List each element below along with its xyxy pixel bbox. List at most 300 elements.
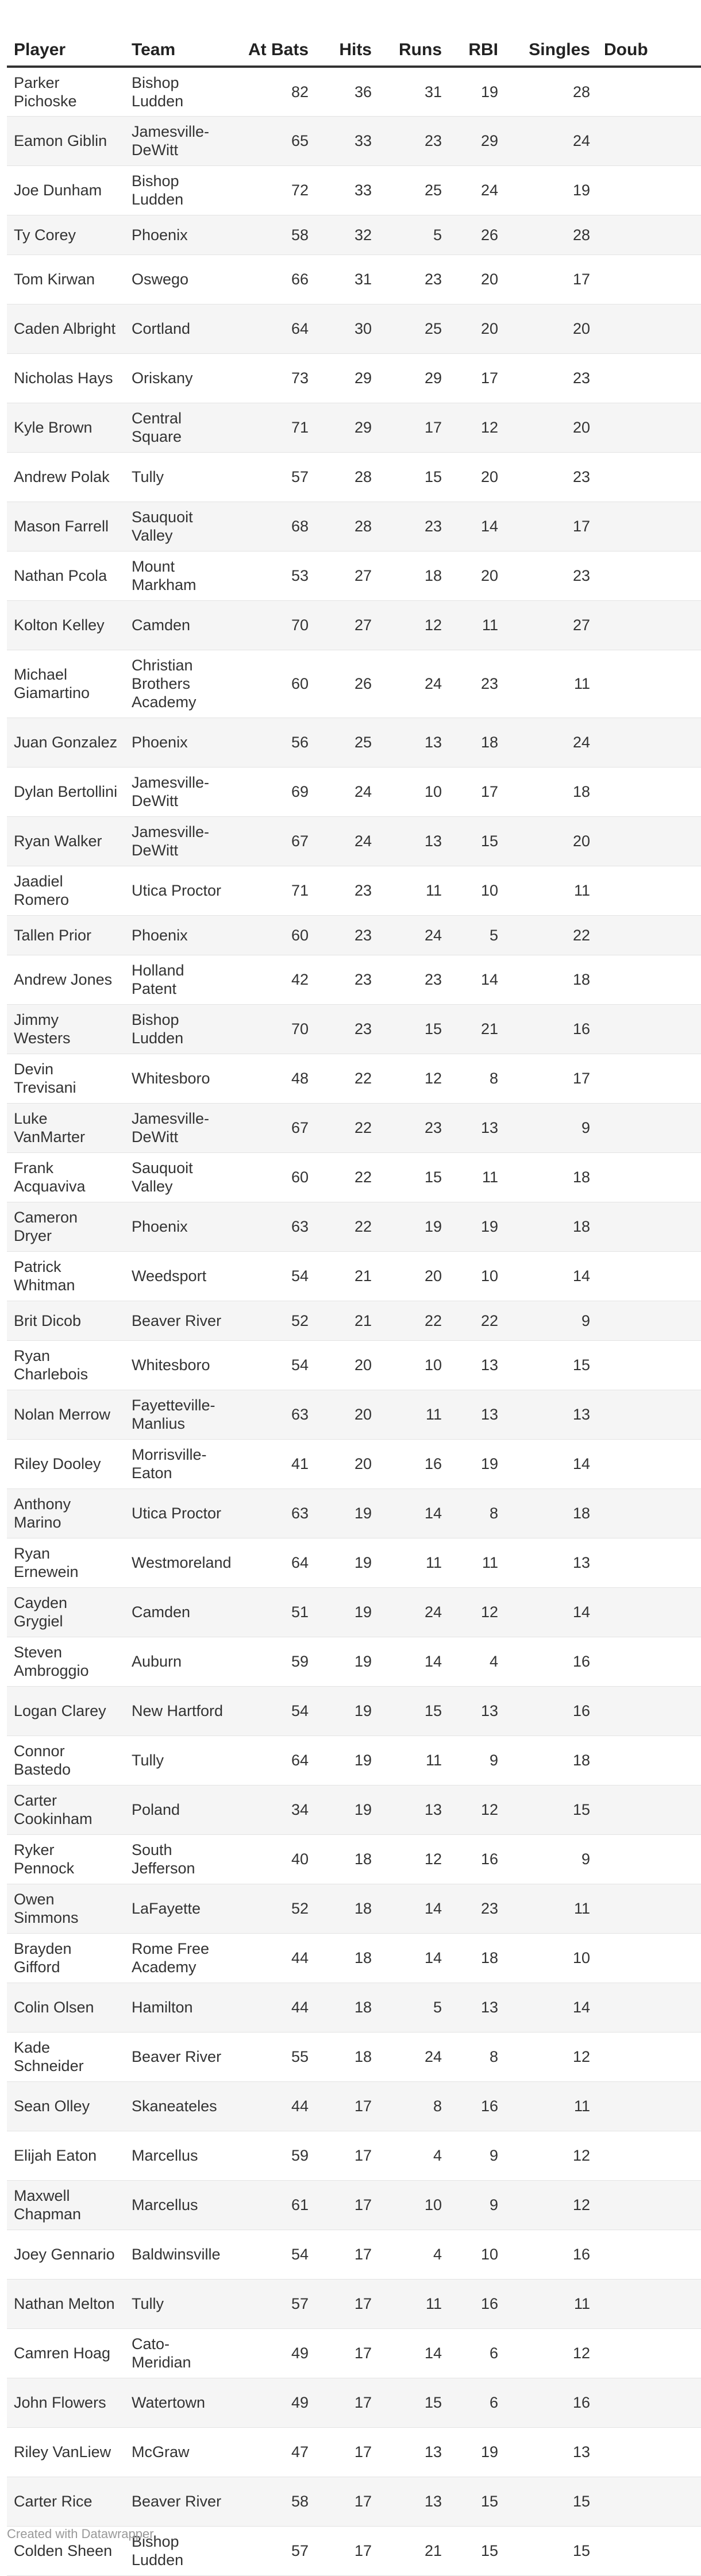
cell-singles: 17 bbox=[505, 254, 597, 304]
cell-hits: 33 bbox=[315, 165, 379, 215]
cell-hits: 19 bbox=[315, 1488, 379, 1538]
cell-at-bats: 61 bbox=[235, 2180, 315, 2230]
cell-player: Kade Schneider bbox=[7, 2032, 125, 2081]
cell-player: Ty Corey bbox=[7, 215, 125, 254]
cell-rbi: 5 bbox=[449, 915, 505, 955]
cell-runs: 31 bbox=[379, 67, 449, 116]
table-row bbox=[7, 502, 701, 551]
cell-doubles bbox=[597, 2427, 701, 2477]
cell-at-bats: 68 bbox=[235, 502, 315, 551]
cell-at-bats: 48 bbox=[235, 1054, 315, 1103]
cell-team: LaFayette bbox=[125, 1884, 235, 1933]
cell-at-bats: 63 bbox=[235, 1390, 315, 1439]
cell-singles: 15 bbox=[505, 1340, 597, 1390]
cell-team: Jamesville-DeWitt bbox=[125, 767, 235, 816]
table-row bbox=[7, 1004, 701, 1054]
cell-team: Skaneateles bbox=[125, 2081, 235, 2131]
cell-hits: 17 bbox=[315, 2427, 379, 2477]
cell-rbi: 10 bbox=[449, 866, 505, 915]
cell-doubles bbox=[597, 866, 701, 915]
cell-doubles bbox=[597, 2081, 701, 2131]
table-row bbox=[7, 915, 701, 955]
cell-player: Jaadiel Romero bbox=[7, 866, 125, 915]
table-row bbox=[7, 2279, 701, 2328]
cell-doubles bbox=[597, 1054, 701, 1103]
cell-player: Kolton Kelley bbox=[7, 600, 125, 650]
cell-singles: 22 bbox=[505, 915, 597, 955]
cell-hits: 17 bbox=[315, 2378, 379, 2427]
cell-runs: 5 bbox=[379, 1983, 449, 2032]
cell-hits: 33 bbox=[315, 116, 379, 165]
cell-team: Phoenix bbox=[125, 718, 235, 767]
cell-runs: 15 bbox=[379, 1686, 449, 1736]
cell-at-bats: 70 bbox=[235, 600, 315, 650]
cell-rbi: 20 bbox=[449, 304, 505, 353]
cell-singles: 16 bbox=[505, 1004, 597, 1054]
cell-rbi: 13 bbox=[449, 1686, 505, 1736]
cell-player: Tallen Prior bbox=[7, 915, 125, 955]
cell-runs: 12 bbox=[379, 600, 449, 650]
cell-runs: 14 bbox=[379, 1488, 449, 1538]
cell-singles: 16 bbox=[505, 2230, 597, 2279]
cell-hits: 29 bbox=[315, 353, 379, 403]
table-row bbox=[7, 650, 701, 718]
cell-doubles bbox=[597, 1004, 701, 1054]
cell-at-bats: 65 bbox=[235, 116, 315, 165]
cell-rbi: 13 bbox=[449, 1340, 505, 1390]
cell-player: Brit Dicob bbox=[7, 1301, 125, 1340]
table-row bbox=[7, 165, 701, 215]
cell-doubles bbox=[597, 2131, 701, 2180]
cell-hits: 31 bbox=[315, 254, 379, 304]
cell-doubles bbox=[597, 1202, 701, 1251]
cell-hits: 17 bbox=[315, 2279, 379, 2328]
cell-runs: 25 bbox=[379, 165, 449, 215]
cell-runs: 15 bbox=[379, 1004, 449, 1054]
cell-rbi: 14 bbox=[449, 502, 505, 551]
cell-doubles bbox=[597, 1587, 701, 1637]
cell-rbi: 9 bbox=[449, 1736, 505, 1785]
cell-player: Logan Clarey bbox=[7, 1686, 125, 1736]
cell-rbi: 29 bbox=[449, 116, 505, 165]
cell-team: Central Square bbox=[125, 403, 235, 452]
cell-at-bats: 53 bbox=[235, 551, 315, 600]
cell-doubles bbox=[597, 1340, 701, 1390]
column-header-rbi[interactable]: RBI bbox=[449, 24, 505, 67]
cell-doubles bbox=[597, 165, 701, 215]
cell-at-bats: 60 bbox=[235, 915, 315, 955]
cell-singles: 27 bbox=[505, 600, 597, 650]
cell-hits: 30 bbox=[315, 304, 379, 353]
cell-team: Phoenix bbox=[125, 1202, 235, 1251]
cell-runs: 10 bbox=[379, 2180, 449, 2230]
table-row bbox=[7, 1686, 701, 1736]
cell-runs: 23 bbox=[379, 1103, 449, 1152]
cell-team: Oriskany bbox=[125, 353, 235, 403]
cell-team: Beaver River bbox=[125, 2032, 235, 2081]
cell-doubles bbox=[597, 1439, 701, 1488]
cell-singles: 24 bbox=[505, 116, 597, 165]
cell-runs: 23 bbox=[379, 955, 449, 1004]
cell-singles: 16 bbox=[505, 2378, 597, 2427]
cell-singles: 28 bbox=[505, 67, 597, 116]
cell-singles: 17 bbox=[505, 1054, 597, 1103]
cell-rbi: 13 bbox=[449, 1390, 505, 1439]
cell-at-bats: 54 bbox=[235, 2230, 315, 2279]
cell-runs: 11 bbox=[379, 866, 449, 915]
cell-doubles bbox=[597, 955, 701, 1004]
cell-hits: 19 bbox=[315, 1637, 379, 1686]
cell-at-bats: 64 bbox=[235, 1736, 315, 1785]
cell-team: Westmoreland bbox=[125, 1538, 235, 1587]
cell-team: Baldwinsville bbox=[125, 2230, 235, 2279]
cell-runs: 13 bbox=[379, 2427, 449, 2477]
cell-runs: 23 bbox=[379, 116, 449, 165]
cell-doubles bbox=[597, 1736, 701, 1785]
cell-doubles bbox=[597, 215, 701, 254]
cell-rbi: 10 bbox=[449, 2230, 505, 2279]
cell-player: Owen Simmons bbox=[7, 1884, 125, 1933]
cell-at-bats: 63 bbox=[235, 1488, 315, 1538]
cell-team: Marcellus bbox=[125, 2180, 235, 2230]
cell-singles: 18 bbox=[505, 1152, 597, 1202]
cell-doubles bbox=[597, 1785, 701, 1834]
cell-team: Sauquoit Valley bbox=[125, 1152, 235, 1202]
cell-rbi: 9 bbox=[449, 2180, 505, 2230]
cell-rbi: 11 bbox=[449, 600, 505, 650]
column-header-doubles[interactable]: Doub bbox=[597, 24, 701, 67]
cell-rbi: 17 bbox=[449, 767, 505, 816]
cell-rbi: 16 bbox=[449, 1834, 505, 1884]
cell-player: Ryan Charlebois bbox=[7, 1340, 125, 1390]
cell-runs: 24 bbox=[379, 915, 449, 955]
cell-rbi: 12 bbox=[449, 403, 505, 452]
cell-rbi: 11 bbox=[449, 1152, 505, 1202]
cell-runs: 10 bbox=[379, 1340, 449, 1390]
cell-hits: 25 bbox=[315, 718, 379, 767]
cell-hits: 28 bbox=[315, 452, 379, 502]
cell-at-bats: 69 bbox=[235, 767, 315, 816]
cell-at-bats: 42 bbox=[235, 955, 315, 1004]
cell-player: Maxwell Chapman bbox=[7, 2180, 125, 2230]
cell-team: Holland Patent bbox=[125, 955, 235, 1004]
cell-doubles bbox=[597, 2230, 701, 2279]
cell-at-bats: 41 bbox=[235, 1439, 315, 1488]
table-row bbox=[7, 866, 701, 915]
cell-doubles bbox=[597, 1103, 701, 1152]
cell-runs: 25 bbox=[379, 304, 449, 353]
cell-team: Utica Proctor bbox=[125, 866, 235, 915]
column-header-team[interactable]: Team bbox=[125, 24, 235, 67]
cell-at-bats: 49 bbox=[235, 2328, 315, 2378]
cell-rbi: 19 bbox=[449, 2427, 505, 2477]
cell-player: Steven Ambroggio bbox=[7, 1637, 125, 1686]
cell-doubles bbox=[597, 403, 701, 452]
cell-team: Beaver River bbox=[125, 2477, 235, 2526]
cell-team: Jamesville-DeWitt bbox=[125, 816, 235, 866]
cell-doubles bbox=[597, 2378, 701, 2427]
table-row bbox=[7, 1736, 701, 1785]
cell-rbi: 23 bbox=[449, 650, 505, 718]
cell-at-bats: 58 bbox=[235, 215, 315, 254]
cell-runs: 4 bbox=[379, 2131, 449, 2180]
cell-hits: 22 bbox=[315, 1152, 379, 1202]
cell-singles: 15 bbox=[505, 1785, 597, 1834]
cell-team: Bishop Ludden bbox=[125, 2526, 235, 2575]
cell-rbi: 19 bbox=[449, 1439, 505, 1488]
cell-team: Beaver River bbox=[125, 1301, 235, 1340]
cell-runs: 14 bbox=[379, 1637, 449, 1686]
table-row bbox=[7, 1983, 701, 2032]
cell-runs: 20 bbox=[379, 1251, 449, 1301]
table-row bbox=[7, 2477, 701, 2526]
cell-hits: 29 bbox=[315, 403, 379, 452]
cell-rbi: 23 bbox=[449, 1884, 505, 1933]
cell-doubles bbox=[597, 67, 701, 116]
cell-hits: 19 bbox=[315, 1587, 379, 1637]
cell-rbi: 15 bbox=[449, 816, 505, 866]
cell-singles: 14 bbox=[505, 1587, 597, 1637]
cell-at-bats: 49 bbox=[235, 2378, 315, 2427]
cell-singles: 24 bbox=[505, 718, 597, 767]
cell-hits: 23 bbox=[315, 1004, 379, 1054]
datawrapper-credit[interactable]: Created with Datawrapper bbox=[7, 2527, 154, 2541]
cell-rbi: 24 bbox=[449, 165, 505, 215]
cell-team: Camden bbox=[125, 1587, 235, 1637]
cell-singles: 18 bbox=[505, 1202, 597, 1251]
cell-player: John Flowers bbox=[7, 2378, 125, 2427]
cell-runs: 12 bbox=[379, 1834, 449, 1884]
table-row bbox=[7, 2427, 701, 2477]
cell-player: Nathan Pcola bbox=[7, 551, 125, 600]
table-row bbox=[7, 955, 701, 1004]
cell-player: Jimmy Westers bbox=[7, 1004, 125, 1054]
table-row bbox=[7, 1834, 701, 1884]
cell-rbi: 18 bbox=[449, 718, 505, 767]
cell-team: Tully bbox=[125, 1736, 235, 1785]
cell-at-bats: 63 bbox=[235, 1202, 315, 1251]
cell-hits: 17 bbox=[315, 2477, 379, 2526]
column-header-singles[interactable]: Singles bbox=[505, 24, 597, 67]
cell-singles: 16 bbox=[505, 1637, 597, 1686]
cell-singles: 13 bbox=[505, 1538, 597, 1587]
cell-runs: 22 bbox=[379, 1301, 449, 1340]
cell-singles: 12 bbox=[505, 2032, 597, 2081]
cell-at-bats: 59 bbox=[235, 1637, 315, 1686]
table-row bbox=[7, 1301, 701, 1340]
table-row bbox=[7, 2032, 701, 2081]
cell-singles: 19 bbox=[505, 165, 597, 215]
cell-hits: 18 bbox=[315, 1933, 379, 1983]
cell-at-bats: 70 bbox=[235, 1004, 315, 1054]
cell-team: Auburn bbox=[125, 1637, 235, 1686]
cell-player: Carter Cookinham bbox=[7, 1785, 125, 1834]
cell-doubles bbox=[597, 1301, 701, 1340]
cell-player: Devin Trevisani bbox=[7, 1054, 125, 1103]
cell-rbi: 20 bbox=[449, 551, 505, 600]
column-header-at-bats[interactable]: At Bats bbox=[235, 24, 315, 67]
cell-doubles bbox=[597, 816, 701, 866]
cell-doubles bbox=[597, 353, 701, 403]
table-row bbox=[7, 353, 701, 403]
cell-at-bats: 57 bbox=[235, 2526, 315, 2575]
table-row bbox=[7, 254, 701, 304]
cell-runs: 24 bbox=[379, 1587, 449, 1637]
cell-at-bats: 40 bbox=[235, 1834, 315, 1884]
table-row bbox=[7, 2230, 701, 2279]
cell-player: Anthony Marino bbox=[7, 1488, 125, 1538]
cell-team: Fayetteville-Manlius bbox=[125, 1390, 235, 1439]
table-row bbox=[7, 2131, 701, 2180]
cell-player: Camren Hoag bbox=[7, 2328, 125, 2378]
table-row bbox=[7, 1785, 701, 1834]
cell-hits: 17 bbox=[315, 2526, 379, 2575]
cell-team: Bishop Ludden bbox=[125, 165, 235, 215]
cell-singles: 20 bbox=[505, 816, 597, 866]
cell-hits: 22 bbox=[315, 1202, 379, 1251]
cell-player: Riley VanLiew bbox=[7, 2427, 125, 2477]
cell-player: Mason Farrell bbox=[7, 502, 125, 551]
cell-at-bats: 60 bbox=[235, 650, 315, 718]
cell-team: Whitesboro bbox=[125, 1340, 235, 1390]
cell-singles: 28 bbox=[505, 215, 597, 254]
cell-hits: 18 bbox=[315, 1983, 379, 2032]
cell-runs: 10 bbox=[379, 767, 449, 816]
cell-team: Watertown bbox=[125, 2378, 235, 2427]
cell-singles: 14 bbox=[505, 1983, 597, 2032]
cell-at-bats: 58 bbox=[235, 2477, 315, 2526]
column-header-player[interactable]: Player bbox=[7, 24, 125, 67]
cell-runs: 14 bbox=[379, 1933, 449, 1983]
cell-runs: 24 bbox=[379, 2032, 449, 2081]
cell-player: Caden Albright bbox=[7, 304, 125, 353]
cell-doubles bbox=[597, 1390, 701, 1439]
cell-at-bats: 55 bbox=[235, 2032, 315, 2081]
table-row bbox=[7, 1637, 701, 1686]
cell-singles: 18 bbox=[505, 767, 597, 816]
cell-singles: 14 bbox=[505, 1439, 597, 1488]
cell-at-bats: 57 bbox=[235, 2279, 315, 2328]
table-row bbox=[7, 1884, 701, 1933]
cell-hits: 19 bbox=[315, 1538, 379, 1587]
cell-at-bats: 72 bbox=[235, 165, 315, 215]
column-header-runs[interactable]: Runs bbox=[379, 24, 449, 67]
table-row bbox=[7, 1488, 701, 1538]
player-stats-table bbox=[7, 24, 701, 2576]
cell-singles: 18 bbox=[505, 1488, 597, 1538]
cell-doubles bbox=[597, 915, 701, 955]
cell-at-bats: 71 bbox=[235, 403, 315, 452]
cell-hits: 24 bbox=[315, 767, 379, 816]
cell-doubles bbox=[597, 767, 701, 816]
cell-player: Connor Bastedo bbox=[7, 1736, 125, 1785]
cell-at-bats: 44 bbox=[235, 1933, 315, 1983]
cell-team: Mount Markham bbox=[125, 551, 235, 600]
cell-team: Hamilton bbox=[125, 1983, 235, 2032]
table-row bbox=[7, 1538, 701, 1587]
cell-team: Marcellus bbox=[125, 2131, 235, 2180]
cell-player: Colden Sheen bbox=[7, 2526, 125, 2575]
table-row bbox=[7, 816, 701, 866]
cell-singles: 11 bbox=[505, 2279, 597, 2328]
cell-runs: 14 bbox=[379, 2328, 449, 2378]
cell-rbi: 12 bbox=[449, 1785, 505, 1834]
cell-team: Cortland bbox=[125, 304, 235, 353]
cell-team: Poland bbox=[125, 1785, 235, 1834]
cell-doubles bbox=[597, 600, 701, 650]
cell-rbi: 15 bbox=[449, 2477, 505, 2526]
cell-team: Rome Free Academy bbox=[125, 1933, 235, 1983]
cell-doubles bbox=[597, 452, 701, 502]
cell-team: Oswego bbox=[125, 254, 235, 304]
cell-rbi: 15 bbox=[449, 2526, 505, 2575]
cell-singles: 13 bbox=[505, 2427, 597, 2477]
cell-hits: 26 bbox=[315, 650, 379, 718]
cell-hits: 36 bbox=[315, 67, 379, 116]
cell-player: Elijah Eaton bbox=[7, 2131, 125, 2180]
cell-singles: 15 bbox=[505, 2526, 597, 2575]
cell-singles: 14 bbox=[505, 1251, 597, 1301]
cell-hits: 17 bbox=[315, 2131, 379, 2180]
cell-player: Brayden Gifford bbox=[7, 1933, 125, 1983]
cell-rbi: 22 bbox=[449, 1301, 505, 1340]
cell-singles: 16 bbox=[505, 1686, 597, 1736]
cell-player: Juan Gonzalez bbox=[7, 718, 125, 767]
cell-player: Parker Pichoske bbox=[7, 67, 125, 116]
table-row bbox=[7, 1933, 701, 1983]
cell-at-bats: 44 bbox=[235, 2081, 315, 2131]
cell-doubles bbox=[597, 2279, 701, 2328]
cell-at-bats: 60 bbox=[235, 1152, 315, 1202]
cell-hits: 32 bbox=[315, 215, 379, 254]
table-row bbox=[7, 116, 701, 165]
cell-doubles bbox=[597, 1983, 701, 2032]
cell-team: Camden bbox=[125, 600, 235, 650]
table-row bbox=[7, 1251, 701, 1301]
cell-singles: 12 bbox=[505, 2328, 597, 2378]
cell-at-bats: 64 bbox=[235, 304, 315, 353]
cell-hits: 20 bbox=[315, 1340, 379, 1390]
cell-singles: 11 bbox=[505, 2081, 597, 2131]
cell-player: Andrew Jones bbox=[7, 955, 125, 1004]
cell-player: Eamon Giblin bbox=[7, 116, 125, 165]
cell-doubles bbox=[597, 2477, 701, 2526]
cell-hits: 19 bbox=[315, 1785, 379, 1834]
cell-player: Nicholas Hays bbox=[7, 353, 125, 403]
cell-singles: 10 bbox=[505, 1933, 597, 1983]
cell-hits: 21 bbox=[315, 1251, 379, 1301]
cell-doubles bbox=[597, 2328, 701, 2378]
cell-rbi: 4 bbox=[449, 1637, 505, 1686]
cell-doubles bbox=[597, 1488, 701, 1538]
cell-singles: 12 bbox=[505, 2180, 597, 2230]
cell-singles: 15 bbox=[505, 2477, 597, 2526]
cell-rbi: 21 bbox=[449, 1004, 505, 1054]
cell-at-bats: 59 bbox=[235, 2131, 315, 2180]
cell-player: Michael Giamartino bbox=[7, 650, 125, 718]
cell-at-bats: 73 bbox=[235, 353, 315, 403]
cell-team: Bishop Ludden bbox=[125, 67, 235, 116]
cell-hits: 17 bbox=[315, 2230, 379, 2279]
column-header-hits[interactable]: Hits bbox=[315, 24, 379, 67]
cell-doubles bbox=[597, 650, 701, 718]
cell-hits: 17 bbox=[315, 2328, 379, 2378]
cell-hits: 20 bbox=[315, 1439, 379, 1488]
cell-singles: 13 bbox=[505, 1390, 597, 1439]
cell-player: Ryan Walker bbox=[7, 816, 125, 866]
cell-rbi: 9 bbox=[449, 2131, 505, 2180]
cell-doubles bbox=[597, 551, 701, 600]
